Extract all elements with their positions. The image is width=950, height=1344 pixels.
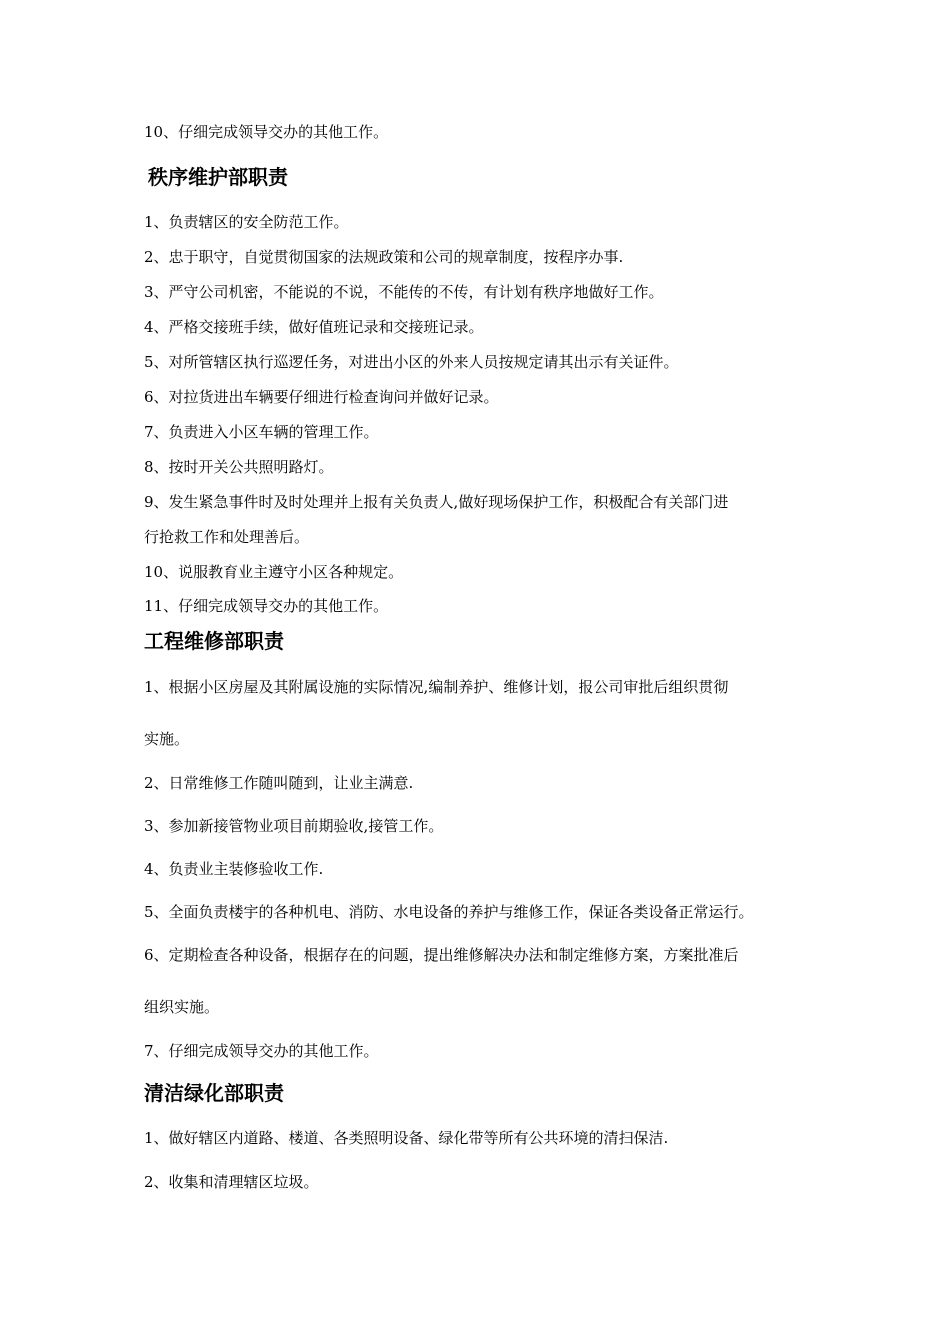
intro-line: 10、仔细完成领导交办的其他工作。 bbox=[144, 123, 389, 141]
section-1-item-continuation: 行抢救工作和处理善后。 bbox=[144, 528, 310, 546]
section-1-item: 11、仔细完成领导交办的其他工作。 bbox=[144, 597, 389, 615]
section-2-item: 2、日常维修工作随叫随到，让业主满意. bbox=[144, 774, 414, 792]
section-1-item: 2、忠于职守，自觉贯彻国家的法规政策和公司的规章制度，按程序办事. bbox=[144, 248, 624, 266]
section-3-item: 1、做好辖区内道路、楼道、各类照明设备、绿化带等所有公共环境的清扫保洁. bbox=[144, 1129, 669, 1147]
section-heading-order-maintenance: 秩序维护部职责 bbox=[148, 165, 288, 189]
section-2-item: 4、负责业主装修验收工作. bbox=[144, 860, 324, 878]
section-1-item: 5、对所管辖区执行巡逻任务，对进出小区的外来人员按规定请其出示有关证件。 bbox=[144, 353, 679, 371]
section-1-item: 10、说服教育业主遵守小区各种规定。 bbox=[144, 563, 404, 581]
section-1-item: 6、对拉货进出车辆要仔细进行检查询问并做好记录。 bbox=[144, 388, 499, 406]
section-2-item-continuation: 组织实施。 bbox=[144, 998, 220, 1016]
section-1-item: 7、负责进入小区车辆的管理工作。 bbox=[144, 423, 379, 441]
section-1-item: 9、发生紧急事件时及时处理并上报有关负责人,做好现场保护工作，积极配合有关部门进 bbox=[144, 493, 729, 511]
section-3-item: 2、收集和清理辖区垃圾。 bbox=[144, 1173, 319, 1191]
section-2-item-continuation: 实施。 bbox=[144, 730, 190, 748]
section-1-item: 3、严守公司机密，不能说的不说，不能传的不传，有计划有秩序地做好工作。 bbox=[144, 283, 664, 301]
section-heading-cleaning-greening: 清洁绿化部职责 bbox=[144, 1081, 284, 1105]
section-2-item: 1、根据小区房屋及其附属设施的实际情况,编制养护、维修计划，报公司审批后组织贯彻 bbox=[144, 678, 729, 696]
section-1-item: 4、严格交接班手续，做好值班记录和交接班记录。 bbox=[144, 318, 484, 336]
section-2-item: 6、定期检查各种设备，根据存在的问题，提出维修解决办法和制定维修方案，方案批准后 bbox=[144, 946, 739, 964]
section-1-item: 8、按时开关公共照明路灯。 bbox=[144, 458, 334, 476]
section-heading-engineering-maintenance: 工程维修部职责 bbox=[144, 629, 284, 653]
section-2-item: 7、仔细完成领导交办的其他工作。 bbox=[144, 1042, 379, 1060]
section-1-item: 1、负责辖区的安全防范工作。 bbox=[144, 213, 349, 231]
section-2-item: 3、参加新接管物业项目前期验收,接管工作。 bbox=[144, 817, 444, 835]
section-2-item: 5、全面负责楼宇的各种机电、消防、水电设备的养护与维修工作，保证各类设备正常运行。 bbox=[144, 903, 754, 921]
